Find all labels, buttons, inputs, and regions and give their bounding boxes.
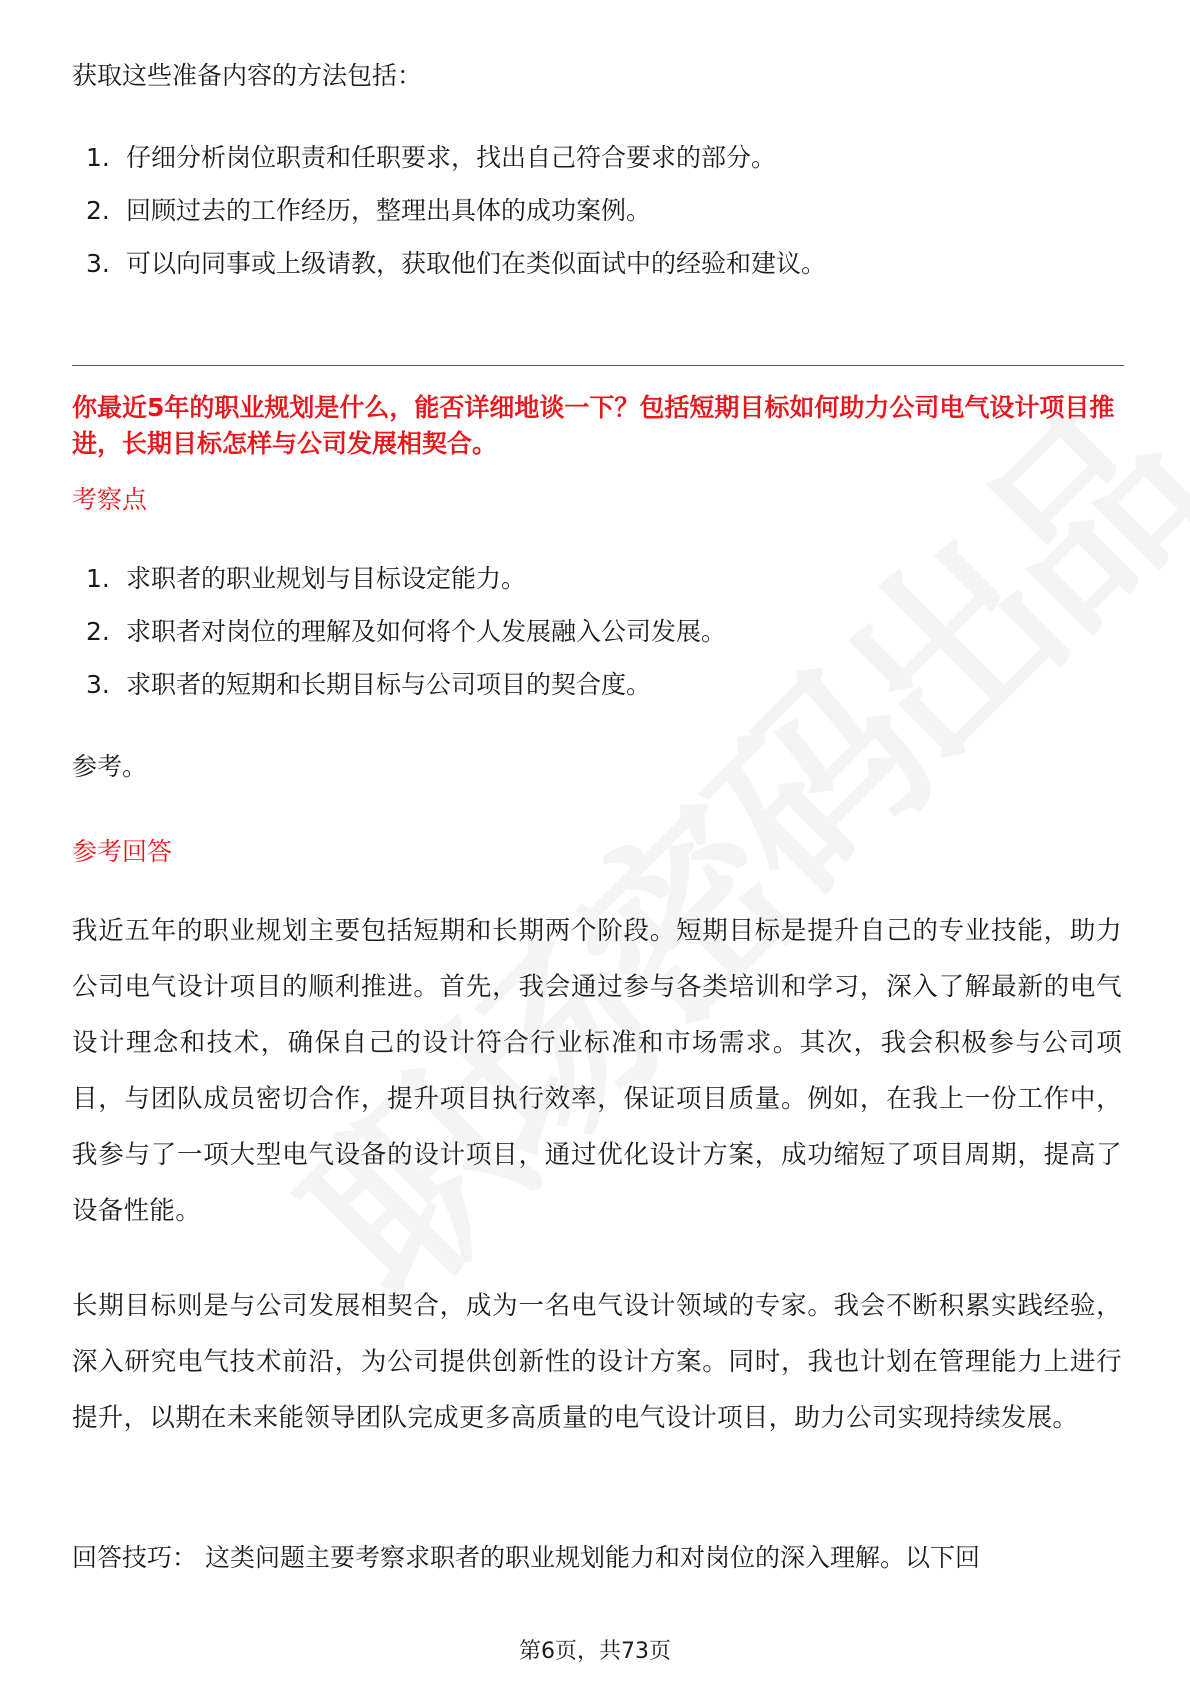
- list-text: 求职者对岗位的理解及如何将个人发展融入公司发展。: [126, 617, 727, 646]
- answer-tips-line: 回答技巧： 这类问题主要考察求职者的职业规划能力和对岗位的深入理解。以下回: [72, 1543, 980, 1572]
- reference-line: 参考。: [72, 752, 148, 781]
- list-number: 3.: [86, 670, 110, 699]
- assessment-item-2: [86, 614, 726, 650]
- answer-paragraph-2: 长期目标则是与公司发展相契合，成为一名电气设计领域的专家。我会不断积累实践经验，深入研究电气技术前沿，为公司提供创新性的设计方案。同时，我也计划在管理能力上进行提升，以期在未来能领导团队完成更多高质量的电气设计项目，助力公司实现持续发展。: [72, 1291, 1122, 1433]
- section-divider: [72, 365, 1124, 366]
- intro-line: 获取这些准备内容的方法包括：: [72, 61, 423, 90]
- list-number: 1.: [86, 143, 110, 172]
- answer-heading: 参考回答: [72, 837, 173, 866]
- list-text: 仔细分析岗位职责和任职要求，找出自己符合要求的部分。: [126, 143, 777, 172]
- interview-question: 你最近5年的职业规划是什么，能否详细地谈一下？包括短期目标如何助力公司电气设计项目推进，长期目标怎样与公司发展相契合。: [72, 393, 1115, 458]
- method-item-2: [86, 193, 651, 229]
- page-footer: 第6页，共73页: [519, 1639, 671, 1664]
- method-item-1: [86, 140, 776, 176]
- assessment-item-1: [86, 561, 526, 597]
- assessment-item-3: [86, 667, 651, 703]
- list-text: 可以向同事或上级请教，获取他们在类似面试中的经验和建议。: [126, 249, 827, 278]
- method-item-3: [86, 246, 826, 282]
- list-number: 2.: [86, 196, 110, 225]
- list-number: 3.: [86, 249, 110, 278]
- list-text: 求职者的职业规划与目标设定能力。: [126, 564, 527, 593]
- list-text: 求职者的短期和长期目标与公司项目的契合度。: [126, 670, 652, 699]
- list-number: 2.: [86, 617, 110, 646]
- assessment-heading: 考察点: [72, 485, 148, 514]
- answer-paragraph-1: 我近五年的职业规划主要包括短期和长期两个阶段。短期目标是提升自己的专业技能，助力公司电气设计项目的顺利推进。首先，我会通过参与各类培训和学习，深入了解最新的电气设计理念和技术，确保自己的设计符合行业标准和市场需求。其次，我会积极参与公司项目，与团队成员密切合作，提升项目执行效率，保证项目质量。例如，在我上一份工作中，我参与了一项大型电气设备的设计项目，通过优化设计方案，成功缩短了项目周期，提高了设备性能。: [72, 916, 1122, 1226]
- list-text: 回顾过去的工作经历，整理出具体的成功案例。: [126, 196, 652, 225]
- list-number: 1.: [86, 564, 110, 593]
